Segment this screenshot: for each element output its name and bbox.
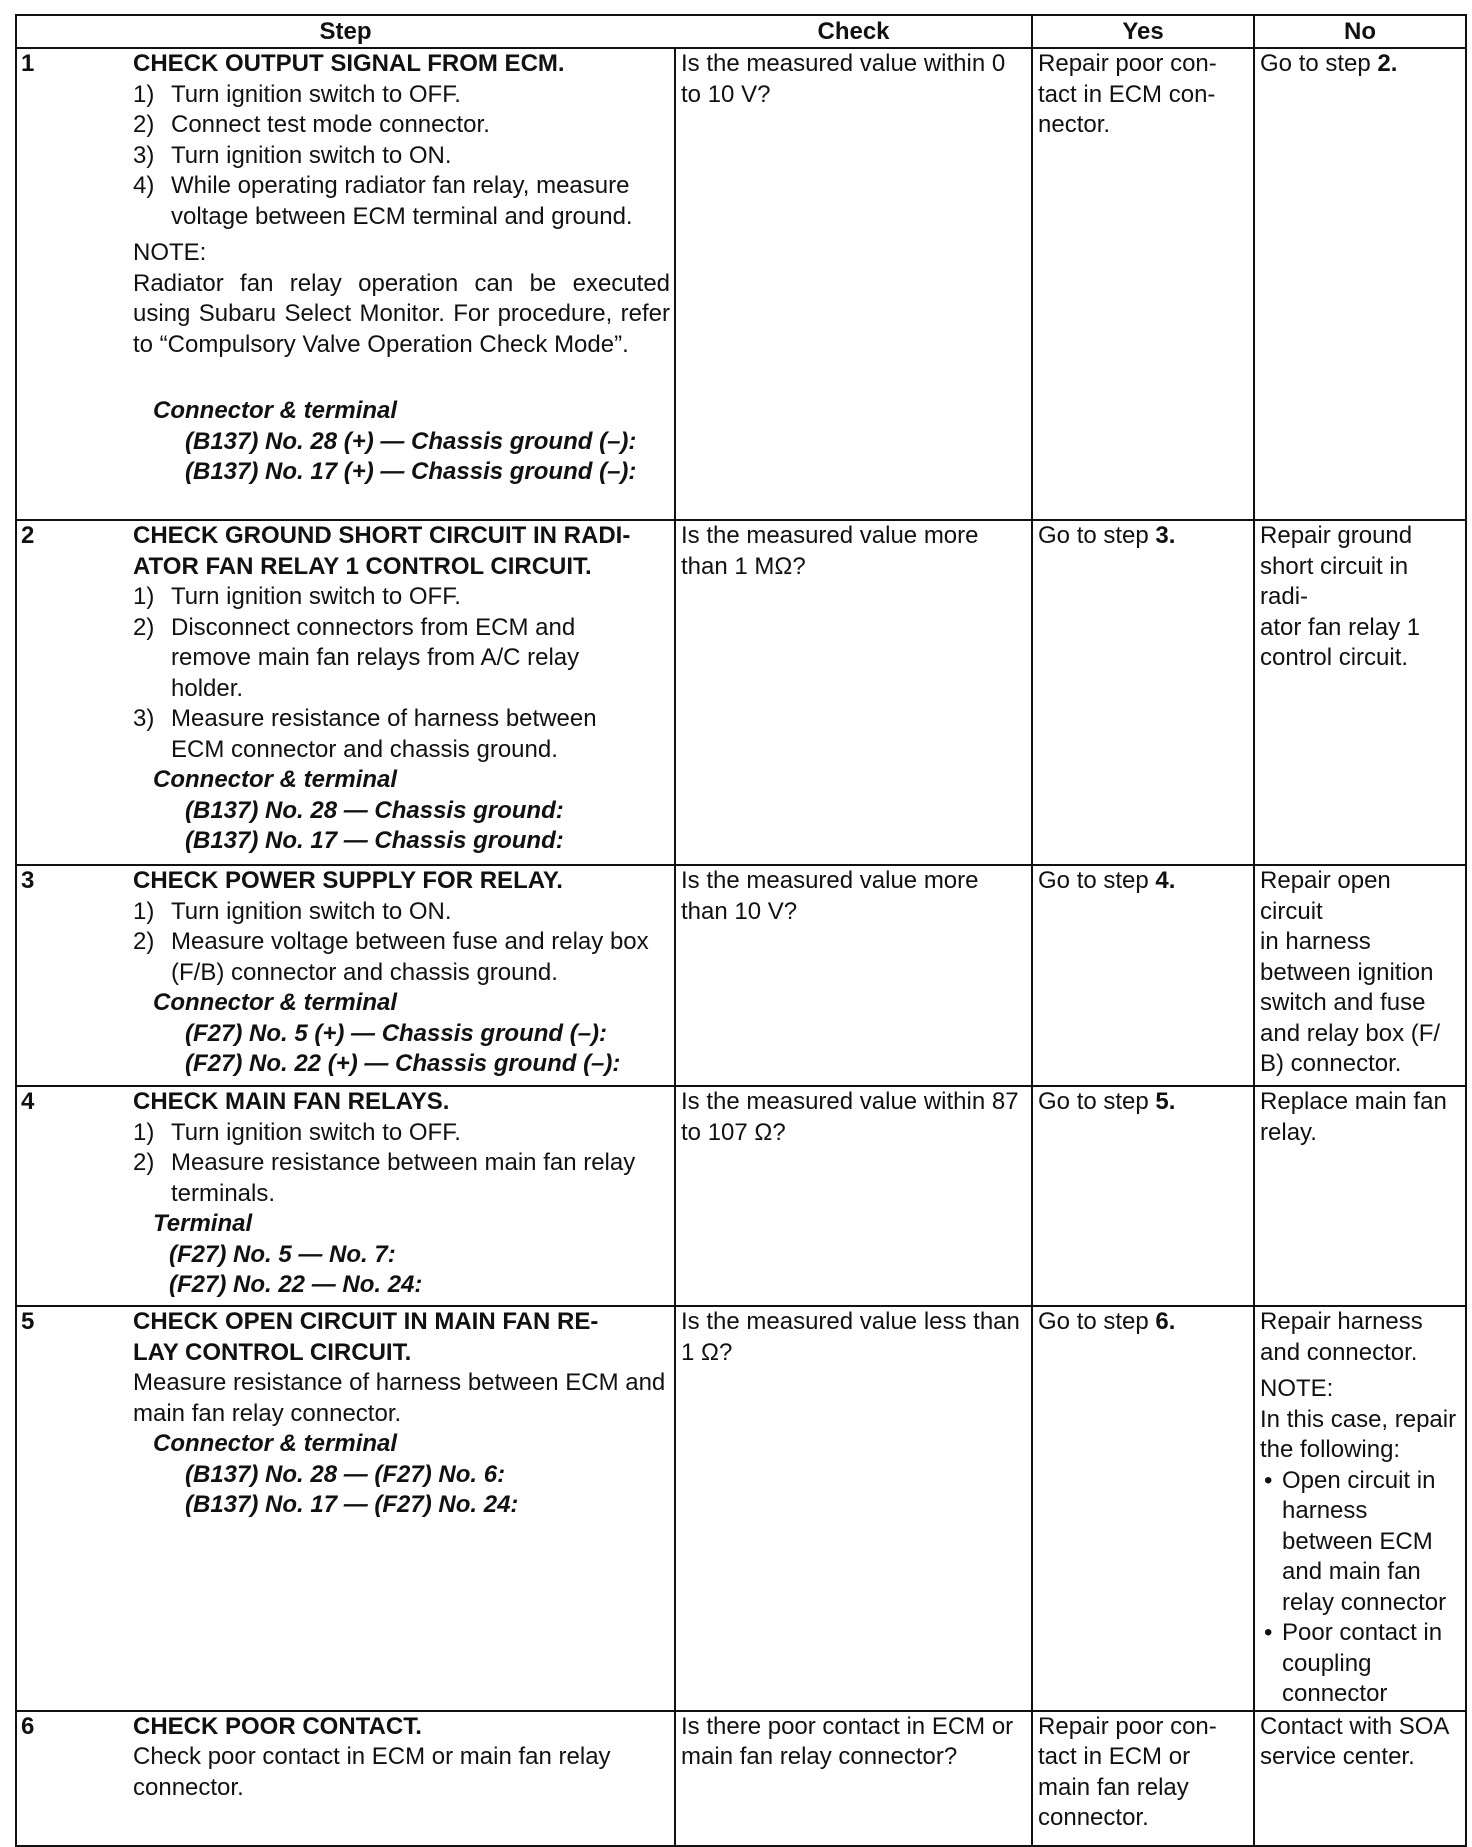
no-line: between ignition [1260, 958, 1434, 986]
no-cell: Contact with SOA service center. [1254, 1711, 1466, 1846]
check-cell: Is the measured value more than 1 MΩ? [675, 520, 1032, 865]
no-line: and relay box (F/ [1260, 1019, 1441, 1047]
table-row [16, 1711, 1466, 1846]
yes-line: nector. [1038, 111, 1111, 138]
substep-text: Turn ignition switch to ON. [171, 897, 452, 925]
substep-number: 2) [133, 111, 155, 138]
header-row [16, 15, 1466, 48]
yes-line: Repair poor con- [1038, 1712, 1217, 1740]
substep-text: Disconnect connectors from ECM and remove main fan relays from A/C relay holder. [171, 613, 580, 702]
no-line: control circuit. [1260, 644, 1409, 671]
substep-text: Turn ignition switch to OFF. [171, 583, 461, 610]
step-title: CHECK OUTPUT SIGNAL FROM ECM. [133, 50, 565, 77]
substep-text: While operating radiator fan relay, measure voltage between ECM terminal and ground. [171, 172, 633, 230]
step-title: CHECK MAIN FAN RELAYS. [133, 1088, 450, 1115]
note-bullet-text: Open circuit in harness between ECM and main fan relay connector [1282, 1466, 1447, 1616]
check-cell: Is the measured value within 0 to 10 V? [675, 48, 1032, 520]
substep-list [133, 80, 670, 233]
step-title: CHECK OPEN CIRCUIT IN MAIN FAN RE- [133, 1308, 599, 1335]
substep-number: 3) [133, 141, 155, 169]
substep-list [133, 1118, 670, 1210]
step-number: 3 [16, 865, 133, 1086]
header-check: Check [675, 15, 1032, 48]
substep-number: 2) [133, 613, 155, 641]
no-cell [1254, 520, 1466, 865]
substep [133, 171, 670, 232]
substep [133, 582, 670, 613]
substep [133, 110, 670, 141]
connector-terminal-label: Connector & terminal [153, 766, 398, 793]
substep-text: Turn ignition switch to OFF. [171, 80, 461, 108]
note-label: NOTE: [1260, 1375, 1334, 1402]
connector-terminal-line: (B137) No. 28 — Chassis ground: [185, 796, 564, 824]
step-number: 5 [16, 1306, 133, 1711]
note-text: Radiator fan relay operation can be executed using Subaru Select Monitor. For procedure, refer to “Compulsory Valve Operation Check Mode”. [133, 269, 671, 358]
note-label: NOTE: [133, 239, 207, 266]
substep-text: Turn ignition switch to ON. [171, 141, 452, 169]
yes-line: main fan relay [1038, 1773, 1189, 1801]
substep-number: 1) [133, 897, 155, 925]
connector-terminal-line: (B137) No. 17 — (F27) No. 24: [185, 1491, 519, 1518]
step-body: Measure resistance of harness between ECM and main fan relay connector. [133, 1369, 666, 1427]
substep [133, 613, 670, 705]
table-row [16, 520, 1466, 865]
terminal-line: (F27) No. 5 — No. 7: [169, 1240, 396, 1268]
no-line: Repair ground [1260, 522, 1413, 549]
yes-text: Go to step [1038, 522, 1156, 549]
no-cell [1254, 1306, 1466, 1711]
yes-cell [1032, 520, 1254, 865]
check-cell: Is there poor contact in ECM or main fan relay connector? [675, 1711, 1032, 1846]
substep [133, 1118, 670, 1149]
no-line: in harness [1260, 928, 1371, 955]
connector-terminal-line: (F27) No. 5 (+) — Chassis ground (–): [185, 1019, 608, 1047]
next-step-ref: 3. [1155, 522, 1176, 549]
step-cell [133, 865, 675, 1086]
yes-line: Repair poor con- [1038, 50, 1217, 77]
step-number: 2 [16, 520, 133, 865]
no-line: B) connector. [1260, 1050, 1402, 1077]
step-number: 4 [16, 1086, 133, 1306]
no-line: Repair open circuit [1260, 867, 1391, 925]
connector-terminal-label: Connector & terminal [153, 1430, 398, 1457]
yes-text: Go to step [1038, 1308, 1156, 1335]
next-step-ref: 2. [1377, 50, 1398, 77]
yes-cell [1032, 48, 1254, 520]
step-title: CHECK POOR CONTACT. [133, 1712, 422, 1740]
check-cell: Is the measured value more than 10 V? [675, 865, 1032, 1086]
substep-text: Measure resistance between main fan relay terminals. [171, 1149, 636, 1207]
substep-text: Connect test mode connector. [171, 111, 490, 138]
no-cell [1254, 48, 1466, 520]
no-cell: Replace main fan relay. [1254, 1086, 1466, 1306]
substep-number: 2) [133, 928, 155, 955]
check-cell: Is the measured value within 87 to 107 Ω? [675, 1086, 1032, 1306]
no-line: ator fan relay 1 [1260, 613, 1421, 641]
header-yes: Yes [1032, 15, 1254, 48]
check-cell: Is the measured value less than 1 Ω? [675, 1306, 1032, 1711]
step-title: ATOR FAN RELAY 1 CONTROL CIRCUIT. [133, 552, 592, 580]
step-title: LAY CONTROL CIRCUIT. [133, 1338, 412, 1366]
connector-terminal-line: (B137) No. 28 — (F27) No. 6: [185, 1460, 506, 1488]
step-title: CHECK POWER SUPPLY FOR RELAY. [133, 867, 563, 894]
terminal-label: Terminal [153, 1210, 253, 1237]
yes-line: tact in ECM con- [1038, 80, 1216, 108]
substep-list [133, 582, 670, 765]
step-cell [133, 48, 675, 520]
substep-text: Measure resistance of harness between ECM connector and chassis ground. [171, 705, 597, 763]
next-step-ref: 6. [1155, 1308, 1176, 1335]
substep [133, 80, 670, 111]
table-row [16, 1306, 1466, 1711]
yes-cell [1032, 865, 1254, 1086]
header-step: Step [16, 15, 675, 48]
no-text: Repair harness and connector. [1260, 1308, 1423, 1366]
substep-list [133, 897, 670, 989]
yes-cell [1032, 1711, 1254, 1846]
step-title: CHECK GROUND SHORT CIRCUIT IN RADI- [133, 522, 631, 549]
connector-terminal-line: (B137) No. 28 (+) — Chassis ground (–): [185, 427, 637, 455]
note-bullet-list [1260, 1466, 1460, 1710]
step-cell [133, 520, 675, 865]
no-line: switch and fuse [1260, 989, 1426, 1016]
substep-number: 3) [133, 705, 155, 732]
substep-number: 1) [133, 583, 155, 610]
substep [133, 1148, 670, 1209]
diagnostic-procedure-table [15, 14, 1467, 1847]
step-number: 6 [16, 1711, 133, 1846]
step-body: Check poor contact in ECM or main fan relay connector. [133, 1743, 611, 1801]
terminal-line: (F27) No. 22 — No. 24: [169, 1271, 423, 1298]
step-cell [133, 1711, 675, 1846]
header-no: No [1254, 15, 1466, 48]
yes-line: connector. [1038, 1804, 1149, 1831]
connector-terminal-line: (B137) No. 17 (+) — Chassis ground (–): [185, 458, 637, 485]
connector-terminal-line: (F27) No. 22 (+) — Chassis ground (–): [185, 1050, 621, 1077]
note-bullet: • Open circuit in harness between ECM and main fan relay connector [1264, 1466, 1447, 1616]
substep [133, 927, 670, 988]
connector-terminal-label: Connector & terminal [153, 989, 398, 1016]
substep-text: Measure voltage between fuse and relay box (F/B) connector and chassis ground. [171, 928, 649, 986]
connector-terminal-line: (B137) No. 17 — Chassis ground: [185, 827, 564, 854]
substep [133, 141, 670, 172]
note-text: In this case, repair the following: [1260, 1405, 1457, 1463]
no-text: Go to step [1260, 50, 1378, 77]
substep-text: Turn ignition switch to OFF. [171, 1118, 461, 1146]
step-cell [133, 1306, 675, 1711]
yes-cell [1032, 1086, 1254, 1306]
step-cell [133, 1086, 675, 1306]
no-cell [1254, 865, 1466, 1086]
table-row [16, 1086, 1466, 1306]
note-bullet-text: Poor contact in coupling connector [1282, 1619, 1443, 1707]
substep [133, 897, 670, 928]
connector-terminal-label: Connector & terminal [153, 397, 398, 424]
substep-number: 1) [133, 1118, 155, 1146]
table-row [16, 48, 1466, 520]
yes-line: tact in ECM or [1038, 1743, 1191, 1770]
substep-number: 2) [133, 1149, 155, 1176]
yes-text: Go to step [1038, 867, 1156, 894]
no-line: short circuit in radi- [1260, 552, 1409, 610]
next-step-ref: 4. [1155, 867, 1176, 894]
substep-number: 1) [133, 80, 155, 108]
note-bullet: • Poor contact in coupling connector [1264, 1619, 1443, 1707]
step-number: 1 [16, 48, 133, 520]
next-step-ref: 5. [1155, 1088, 1176, 1115]
substep [133, 704, 670, 765]
table-row [16, 865, 1466, 1086]
yes-cell [1032, 1306, 1254, 1711]
yes-text: Go to step [1038, 1088, 1156, 1115]
substep-number: 4) [133, 172, 155, 199]
